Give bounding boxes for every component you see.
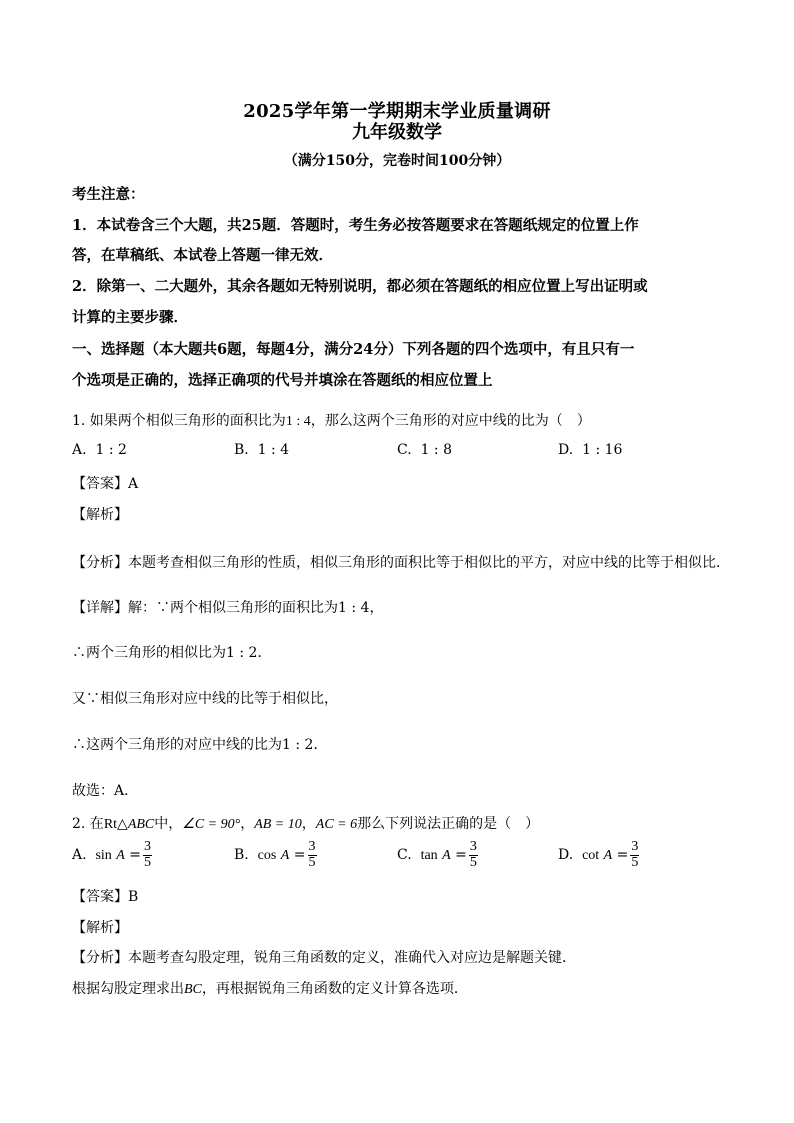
- notice-item-2: 2．除第一、二大题外，其余各题如无特别说明，都必须在答题纸的相应位置上写出证明或: [72, 278, 648, 295]
- q1-option-b: [234, 442, 289, 458]
- option-func: tan: [420, 848, 438, 864]
- notice-heading: 考生注意：: [72, 186, 145, 203]
- option-label: D.: [558, 847, 574, 864]
- stem-text: 中，: [154, 816, 183, 832]
- option-label: B.: [234, 442, 249, 458]
- stem-ac: AC = 6: [315, 817, 358, 832]
- option-value: 1 : 4: [257, 442, 290, 458]
- option-label: A.: [72, 442, 87, 458]
- option-value: 1 : 16: [582, 442, 623, 458]
- stem-text: 2. 在: [72, 816, 104, 832]
- detail-ratio: 1 : 2: [226, 645, 258, 661]
- option-label: A.: [72, 847, 87, 864]
- q1-stem-text-end: ，那么这两个三角形的对应中线的比为（ ）: [310, 413, 591, 429]
- option-label: D.: [558, 442, 574, 458]
- option-var: A: [280, 848, 290, 864]
- q2-stem: [72, 813, 539, 833]
- detail-punct: ．: [313, 737, 328, 753]
- q1-analysis-heading: 【解析】: [72, 507, 128, 523]
- stem-abc: ABC: [127, 817, 155, 832]
- q1-analysis: 【分析】本题考查相似三角形的性质，相似三角形的面积比等于相似比的平方，对应中线的比等于相似比．: [72, 555, 730, 571]
- option-value: 1 : 8: [420, 442, 453, 458]
- detail-text: 根据勾股定理求出: [72, 981, 184, 997]
- detail-text: ∴两个三角形的相似比为: [72, 645, 226, 661]
- section1-instructions: 个选项是正确的，选择正确项的代号并填涂在答题纸的相应位置上: [72, 372, 493, 389]
- stem-punct: ，: [301, 816, 316, 832]
- q2-option-a: A. sin A = $\frac{3}{5}$: [72, 839, 152, 870]
- detail-ratio: 1 : 2: [282, 737, 314, 753]
- q1-option-c: [397, 442, 452, 458]
- option-func: sin: [95, 848, 112, 864]
- option-func: cot: [582, 848, 600, 864]
- q2-option-c: C. tan A = $\frac{3}{5}$: [397, 839, 477, 870]
- fraction: [469, 840, 478, 870]
- exam-meta: （满分150分，完卷时间100分钟）: [283, 153, 511, 169]
- q1-detail-3: 又∵相似三角形对应中线的比等于相似比，: [72, 691, 338, 707]
- detail-punct: ，: [369, 600, 384, 616]
- q1-option-d: [558, 442, 622, 458]
- q1-detail-1: [72, 597, 383, 617]
- option-var: A: [442, 848, 451, 864]
- fraction: [308, 840, 317, 870]
- q1-detail-2: [72, 642, 271, 662]
- detail-bc: BC: [184, 982, 202, 997]
- option-label: C.: [397, 442, 412, 458]
- notice-item-2-cont: 计算的主要步骤．: [72, 309, 188, 326]
- q1-answer: 【答案】A: [72, 476, 139, 492]
- fraction-denominator: 5: [144, 854, 152, 870]
- q2-analysis-heading: 【解析】: [72, 920, 128, 936]
- q2-analysis: 【分析】本题考查勾股定理，锐角三角函数的定义，准确代入对应边是解题关键．: [72, 950, 576, 966]
- q2-option-b: B. cos A = $\frac{3}{5}$: [234, 839, 316, 870]
- detail-text: ∴这两个三角形的对应中线的比为: [72, 737, 282, 753]
- q1-detail-4: [72, 734, 327, 754]
- page-subtitle: 九年级数学: [352, 122, 442, 143]
- detail-ratio: 1 : 4: [338, 600, 370, 616]
- notice-item-1-cont: 答，在草稿纸、本试卷上答题一律无效．: [72, 247, 333, 264]
- q2-detail: [72, 978, 468, 998]
- q1-option-a: [72, 442, 127, 458]
- option-value: 1 : 2: [95, 442, 127, 458]
- fraction-denominator: 5: [631, 854, 639, 870]
- q1-choice: 故选：A．: [72, 783, 139, 799]
- fraction-numerator: 3: [144, 839, 152, 854]
- q2-answer: 【答案】B: [72, 889, 139, 905]
- q1-stem: [72, 410, 591, 430]
- option-func: cos: [257, 848, 277, 864]
- page-title: 2025学年第一学期期末学业质量调研: [243, 101, 551, 122]
- stem-punct: ，: [240, 816, 255, 832]
- q2-option-d: D. cot A = $\frac{3}{5}$: [558, 839, 639, 870]
- option-label: B.: [234, 847, 249, 864]
- detail-text: ，再根据锐角三角函数的定义计算各选项．: [201, 981, 468, 997]
- stem-ab: AB = 10: [254, 817, 302, 832]
- fraction-denominator: 5: [308, 854, 316, 870]
- stem-angle: ∠C = 90°: [182, 817, 241, 832]
- q1-stem-text: 1. 如果两个相似三角形的面积比为: [72, 413, 286, 429]
- stem-text: 那么下列说法正确的是（ ）: [357, 816, 540, 832]
- notice-item-1: 1．本试卷含三个大题，共25题．答题时，考生务必按答题要求在答题纸规定的位置上作: [72, 217, 639, 234]
- detail-text: 【详解】解：∵两个相似三角形的面积比为: [72, 600, 338, 616]
- q1-stem-ratio: 1 : 4: [285, 414, 311, 429]
- section1-heading: 一、选择题（本大题共6题，每题4分，满分24分）下列各题的四个选项中，有且只有一: [72, 341, 635, 358]
- fraction-denominator: 5: [469, 854, 477, 870]
- fraction-numerator: 3: [631, 839, 639, 854]
- detail-punct: ．: [257, 645, 272, 661]
- stem-rt: Rt△: [103, 817, 128, 832]
- option-var: A: [603, 848, 613, 864]
- option-var: A: [116, 848, 125, 864]
- fraction: [143, 840, 152, 870]
- fraction: [630, 840, 639, 870]
- fraction-numerator: 3: [469, 839, 477, 854]
- option-label: C.: [397, 847, 412, 864]
- fraction-numerator: 3: [308, 839, 316, 854]
